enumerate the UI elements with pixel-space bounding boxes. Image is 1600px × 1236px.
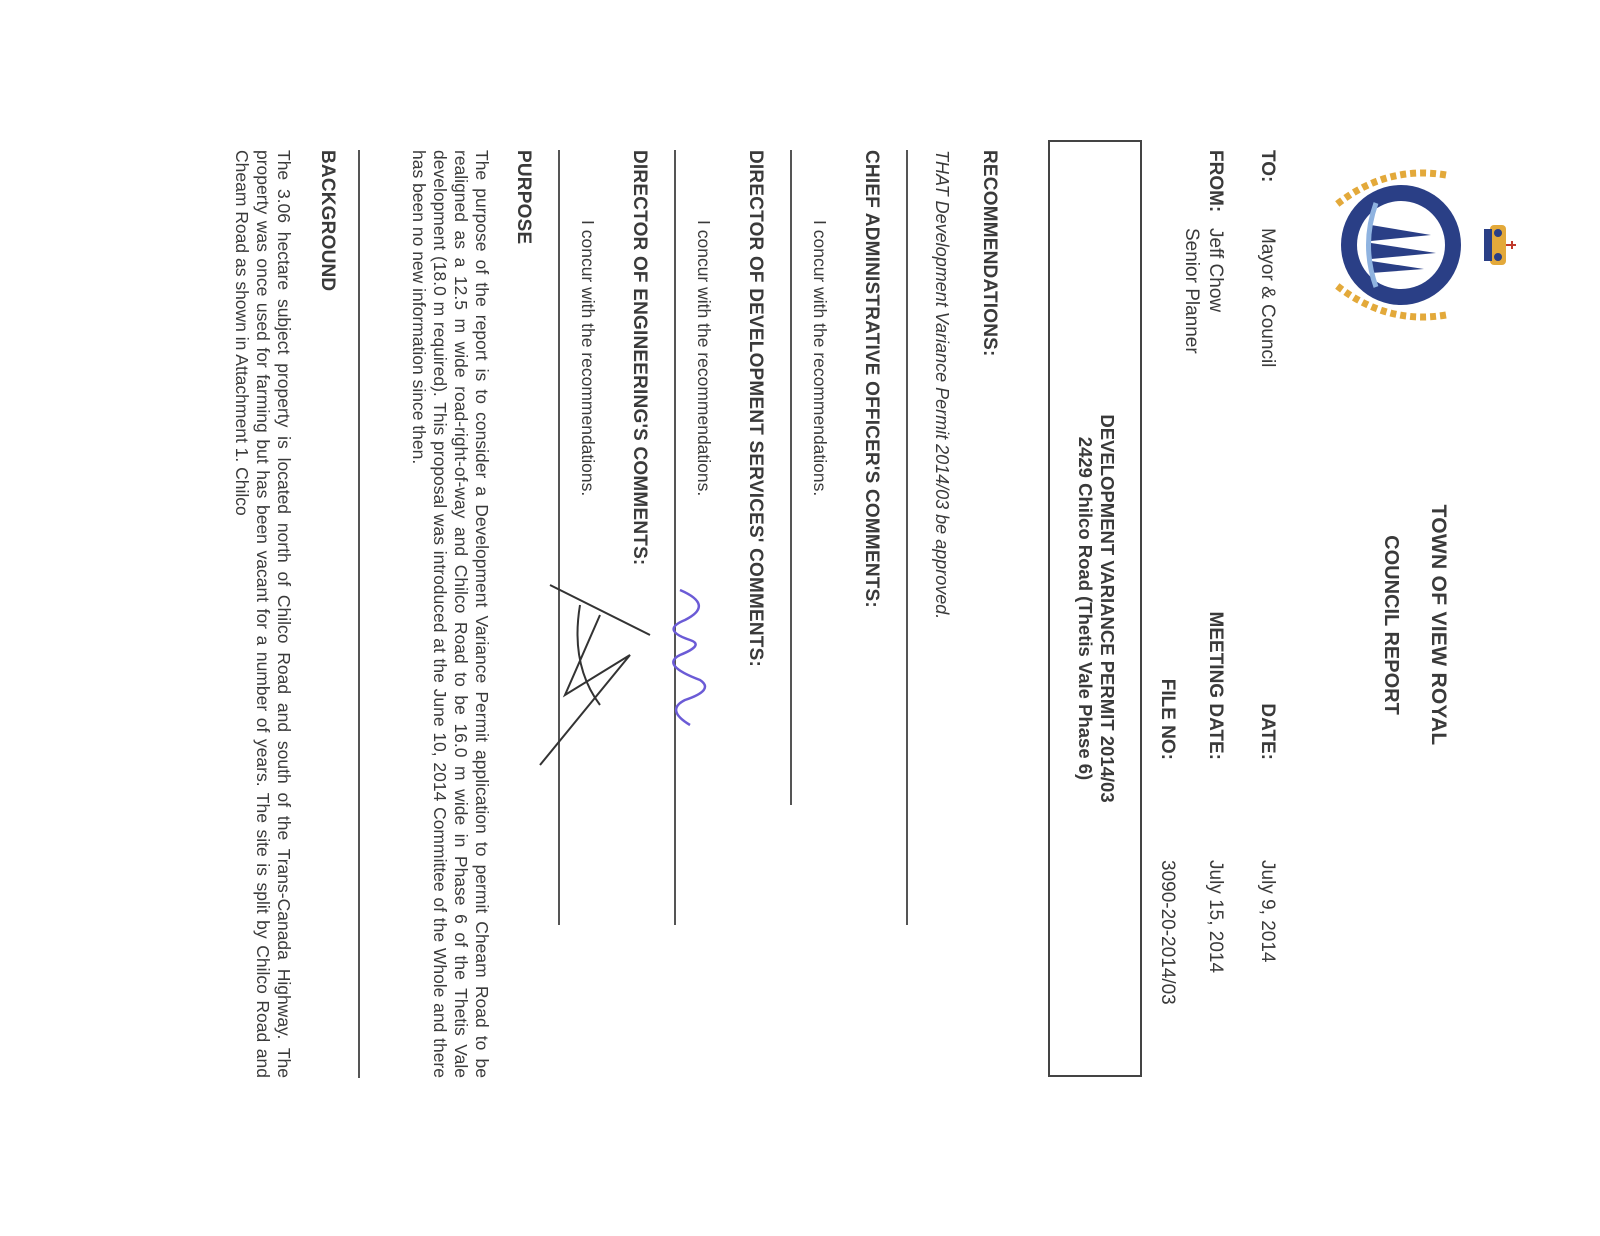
date-value: July 9, 2014 bbox=[1257, 860, 1278, 963]
from-title: Senior Planner bbox=[1181, 228, 1202, 354]
meeting-date-label: MEETING DATE: bbox=[1205, 611, 1226, 760]
divider-5 bbox=[358, 150, 360, 1078]
dds-comments-text: I concur with the recommendations. bbox=[694, 220, 714, 497]
divider-1 bbox=[906, 150, 908, 925]
report-type: COUNCIL REPORT bbox=[1380, 535, 1402, 715]
to-label: TO: bbox=[1257, 150, 1278, 183]
purpose-heading: PURPOSE bbox=[513, 150, 534, 245]
divider-4 bbox=[558, 150, 560, 925]
doe-comments-heading: DIRECTOR OF ENGINEERING'S COMMENTS: bbox=[629, 150, 650, 566]
town-crest-logo bbox=[1316, 155, 1516, 335]
doe-comments-text: I concur with the recommendations. bbox=[578, 220, 598, 497]
signature-blue bbox=[650, 585, 720, 735]
subject-line-2: 2429 Chilco Road (Thetis Vale Phase 6) bbox=[1075, 436, 1096, 781]
from-name: Jeff Chow bbox=[1205, 228, 1226, 313]
divider-3 bbox=[674, 150, 676, 925]
subject-line-1: DEVELOPMENT VARIANCE PERMIT 2014/03 bbox=[1097, 414, 1118, 803]
from-label: FROM: bbox=[1205, 150, 1226, 213]
background-text: The 3.06 hectare subject property is located north of Chilco Road and south of the Trans-Canada Highway. The property was once used for farming but has been vacant for a number of years. The site is split by Chilco Road and Cheam Road as shown in Attachment 1. Chilco bbox=[232, 150, 294, 1078]
recommendations-heading: RECOMMENDATIONS: bbox=[979, 150, 1000, 357]
background-heading: BACKGROUND bbox=[317, 150, 338, 292]
dds-comments-heading: DIRECTOR OF DEVELOPMENT SERVICES' COMMENTS: bbox=[745, 150, 766, 668]
cao-comments-heading: CHIEF ADMINISTRATIVE OFFICER'S COMMENTS: bbox=[861, 150, 882, 608]
subject-box bbox=[1048, 140, 1142, 1077]
date-label: DATE: bbox=[1257, 703, 1278, 760]
cao-comments-text: I concur with the recommendations. bbox=[810, 220, 830, 497]
to-value: Mayor & Council bbox=[1257, 228, 1278, 368]
recommendations-text: THAT Development Variance Permit 2014/03 be approved. bbox=[932, 150, 952, 620]
meeting-date-value: July 15, 2014 bbox=[1205, 860, 1226, 974]
signature-black bbox=[520, 575, 660, 775]
divider-2 bbox=[790, 150, 792, 805]
org-title: TOWN OF VIEW ROYAL bbox=[1427, 504, 1450, 746]
purpose-text: The purpose of the report is to consider a Development Variance Permit application to permit Cheam Road to be realigned as a 12.5 m wide road-right-of-way and Chilco Road to be 16.0 m wide in Phase 6 of the Thetis Vale development (18.0 m required). This proposal was introduced at the June 10, 2014 Committee of the Whole and there has been no new information since then. bbox=[409, 150, 492, 1078]
file-no-label: FILE NO: bbox=[1157, 678, 1178, 760]
file-no-value: 3090-20-2014/03 bbox=[1157, 860, 1178, 1005]
